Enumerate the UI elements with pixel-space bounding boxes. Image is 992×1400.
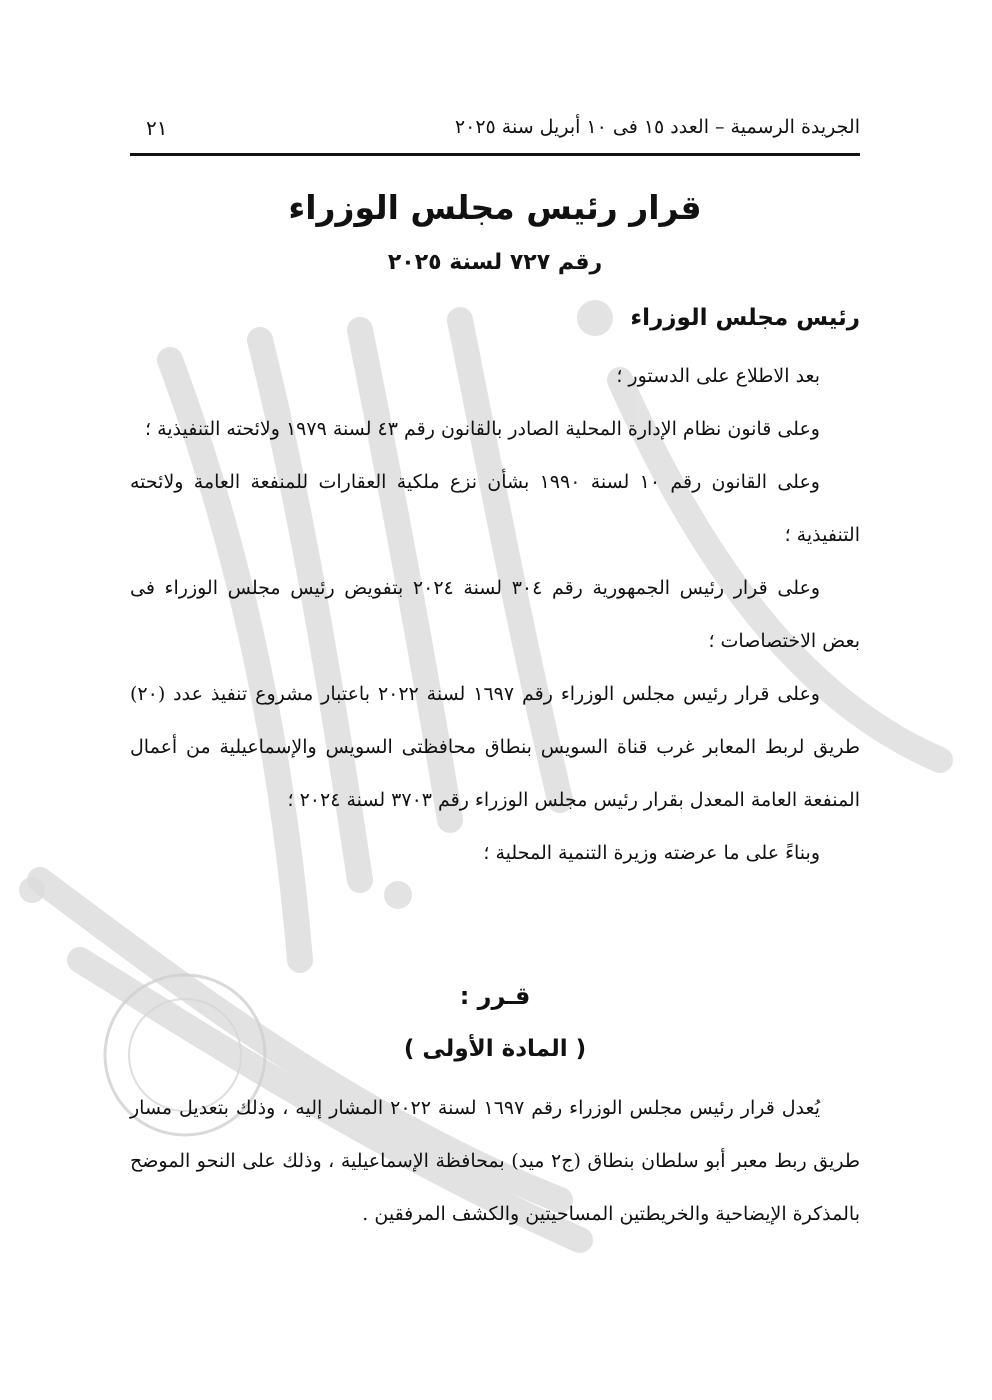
article-body bbox=[130, 1082, 860, 1241]
preamble bbox=[130, 350, 860, 880]
preamble-paragraph: وعلى قانون نظام الإدارة المحلية الصادر بالقانون رقم ٤٣ لسنة ١٩٧٩ ولائحته التنفيذية ؛ bbox=[144, 418, 820, 440]
page-header bbox=[130, 112, 860, 152]
preamble-paragraph: وعلى قرار رئيس مجلس الوزراء رقم ١٦٩٧ لسنة ٢٠٢٢ باعتبار مشروع تنفيذ عدد (٢٠) طريق لربط المعابر غرب قناة السويس بنطاق محافظتى السويس والإسماعيلية من أعمال المنفعة العامة المعدل بقرار رئيس مجلس الوزراء رقم ٣٧٠٣ لسنة ٢٠٢٤ ؛ bbox=[130, 683, 860, 811]
article-heading: ( المادة الأولى ) bbox=[403, 1036, 587, 1062]
running-title: الجريدة الرسمية – العدد ١٥ فى ١٠ أبريل سنة ٢٠٢٥ bbox=[454, 116, 860, 138]
preamble-paragraph: وبناءً على ما عرضته وزيرة التنمية المحلية ؛ bbox=[483, 842, 820, 864]
page-number: ٢١ bbox=[146, 116, 168, 140]
decision-heading: قـرر : bbox=[459, 982, 531, 1010]
decree-number: رقم ٧٢٧ لسنة ٢٠٢٥ bbox=[387, 250, 603, 275]
preamble-paragraph: بعد الاطلاع على الدستور ؛ bbox=[616, 365, 820, 387]
issuer-heading: رئيس مجلس الوزراء bbox=[630, 305, 860, 331]
header-rule bbox=[130, 153, 860, 156]
decree-title: قرار رئيس مجلس الوزراء bbox=[288, 188, 702, 227]
preamble-paragraph: وعلى قرار رئيس الجمهورية رقم ٣٠٤ لسنة ٢٠٢٤ بتفويض رئيس مجلس الوزراء فى بعض الاختصاصات ؛ bbox=[130, 577, 860, 652]
preamble-paragraph: وعلى القانون رقم ١٠ لسنة ١٩٩٠ بشأن نزع ملكية العقارات للمنفعة العامة ولائحته التنفيذية ؛ bbox=[130, 471, 860, 546]
article-paragraph: يُعدل قرار رئيس مجلس الوزراء رقم ١٦٩٧ لسنة ٢٠٢٢ المشار إليه ، وذلك بتعديل مسار طريق ربط معبر أبو سلطان بنطاق (ج٢ ميد) بمحافظة الإسماعيلية ، وذلك على النحو الموضح بالمذكرة الإيضاحية والخريطتين المساحيتين والكشف المرفقين . bbox=[130, 1097, 860, 1225]
